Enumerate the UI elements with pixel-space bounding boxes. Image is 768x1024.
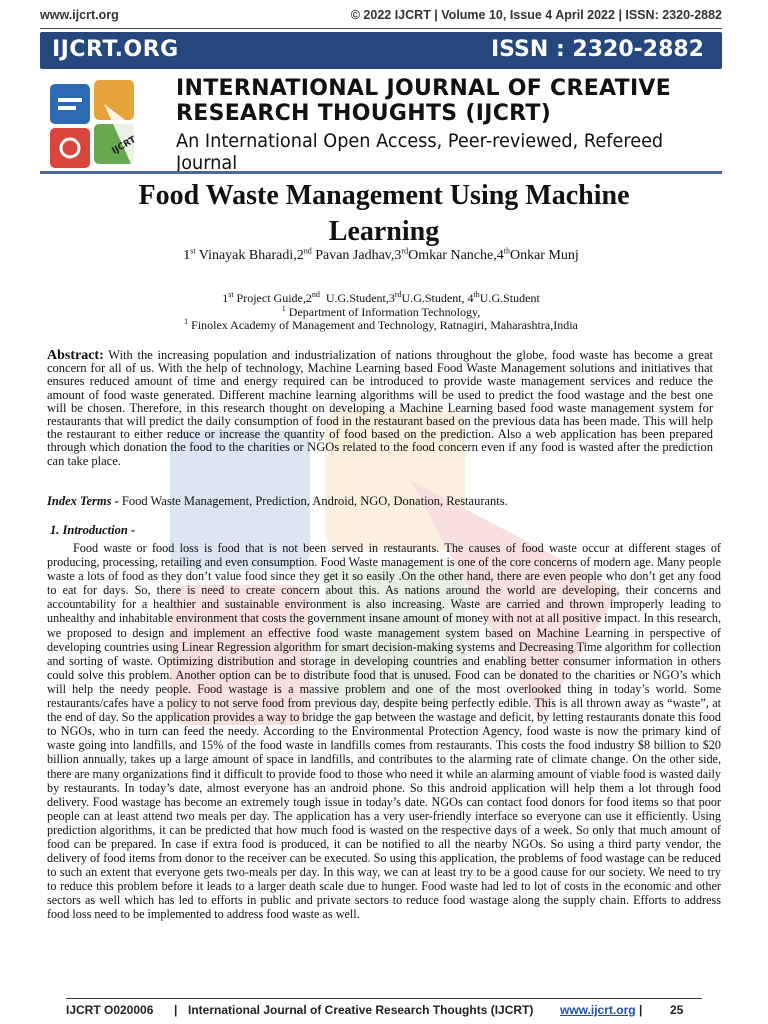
- journal-title-line2: RESEARCH THOUGHTS (IJCRT): [176, 101, 552, 126]
- banner-site-name: IJCRT.ORG: [52, 37, 179, 62]
- author-3: 3rdOmkar Nanche,: [394, 246, 497, 263]
- institution: $^1$ Finolex Academy of Management and Technology, Ratnagiri, Maharashtra,India: [184, 317, 578, 332]
- abstract: [47, 349, 713, 468]
- bars-icon: [58, 98, 82, 102]
- author-4: 4thOnkar Munj: [496, 246, 579, 263]
- index-terms-text: Food Waste Management, Prediction, Android, NGO, Donation, Restaurants.: [118, 494, 508, 508]
- paper-title-line2: Learning: [328, 216, 440, 247]
- journal-banner: [40, 32, 722, 69]
- journal-subtitle: An International Open Access, Peer-reviewed, Refereed Journal: [176, 130, 664, 174]
- intro-paragraph: Food waste or food loss is food that is not been served in restaurants. The causes of food waste occur at different stages of producing, processing, retailing and even consumption. Food Waste management is one of the core concerns of modern age. Many people waste a lots of food as they don’t value food since they get it so easily .On the other hand, there are even people who don’t get any food to eat for days. So, there is need to create concern about this. As nations around the world are developing, their concerns and accountability for a healthier and sustainable environment is also increasing. Waste are carried and thrown improperly leading to unhealthy and inhabitable environment that costs the government insane amount of money with not at all positive impact. In this research, we proposed to design and implement an effective food waste management system based on Machine Learning in perspective of developing countries using Linear Regression algorithm for smart decision-making systems and Decreasing Time algorithm for collection and sorting of waste. Optimizing distribution and storage in developing countries and enabling better consumer information in others could solve this problem. Another option can be to distribute food that is unused. Food can be donated to the charities or NGO’s which will help the needy people. Food wastage is a massive problem and one of the most overlooked thing in today’s world. Some restaurants/cafes have a policy to not serve food from previous day, despite being perfectly edible. This is all thrown away as “waste”, at the end of day. So the application provides a way to bridge the gap between the wastage and deficit, by letting restaurants donate this food to NGOs, who in turn can feed the needy. According to the Environmental Protection Agency, food waste is now the primary kind of waste going into landfills, and 15% of the food waste in landfills comes from restaurants. This costs the food industry $8 billion to $20 billion annually, takes up a large amount of space in landfills, and contributes to the alarming rate of climate change. On the other side, there are many organizations find it difficult to provide food to those who need it while an alarming amount of viable food is wasted daily by restaurants. In today’s date, almost everyone has an android phone. So this android application will help them a lot through food delivery. Food wastage has become an extremely tough issue in today’s date. NGOs can contact food donors for food items so that poor people can at least attend two meals per day. The application has a very user-friendly interface so everyone can use it efficiently. Using prediction algorithms, it can be predicted that how much food is wasted on the respective days of a week. So only that much amount of food can be prepared. In case if extra food is produced, it can be notified to all the nearby NGOs. So using a third party vendor, the delivery of food items from donor to the receiver can be executed. So using this application, the problems of food wastage can be reduced to such an extent that everyone gets two-meals per day. In this way, we can at least try to be a good cause for our society. We need to try to reduce this problem before it leads to a larger death scale due to hunger. Food waste had led to lot of costs in the economic and other sectors as well which has led to efforts in public and private sectors to reduce food wastage along the supply chain. Efforts to address food loss need to be implemented to address food waste as well.: [47, 541, 721, 922]
- footer-separator: |: [639, 1003, 643, 1017]
- abstract-label: Abstract:: [47, 348, 104, 363]
- index-terms-label: Index Terms -: [47, 494, 119, 508]
- intro-heading: 1. Introduction -: [50, 523, 136, 537]
- logo-tile-blue: [50, 84, 90, 124]
- footer-journal-name: International Journal of Creative Research Thoughts (IJCRT): [188, 1003, 534, 1017]
- ijcrt-logo: [44, 74, 172, 174]
- paper-code: IJCRT O020006: [66, 1003, 154, 1017]
- page-number: 25: [670, 1003, 684, 1017]
- author-roles: 1st Project Guide,2nd U.G.Student,3rdU.G.Student, 4thU.G.Student: [222, 290, 540, 305]
- author-1: 1st Vinayak Bharadi,: [183, 246, 297, 263]
- running-header: [40, 8, 722, 26]
- header-rule: [40, 28, 722, 29]
- journal-rule: [40, 171, 722, 174]
- affiliations: [40, 292, 722, 333]
- site-link[interactable]: www.ijcrt.org: [40, 8, 119, 22]
- journal-title: [176, 76, 726, 126]
- footer-url-link[interactable]: www.ijcrt.org: [560, 1003, 636, 1017]
- citation-line: © 2022 IJCRT | Volume 10, Issue 4 April 2022 | ISSN: 2320-2882: [350, 8, 722, 22]
- paper-title: [60, 178, 708, 250]
- author-list: [40, 248, 722, 264]
- paper-title-line1: Food Waste Management Using Machine: [138, 180, 630, 211]
- footer-separator: |: [174, 1003, 178, 1017]
- introduction: [47, 541, 721, 922]
- journal-title-line1: INTERNATIONAL JOURNAL OF CREATIVE: [176, 76, 672, 101]
- logo-text: IJCRT: [110, 134, 138, 157]
- index-terms: [47, 494, 713, 509]
- author-2: 2nd Pavan Jadhav,: [296, 246, 395, 263]
- banner-issn: ISSN : 2320-2882: [490, 37, 704, 62]
- logo-tile-red: [50, 128, 90, 168]
- department: $^1$ Department of Information Technology,: [281, 303, 481, 319]
- abstract-text: With the increasing population and industrialization of nations throughout the globe, food waste has become a great concern for all of us. With the help of technology, Machine Learning based Food Waste Management solutions and initiatives that ensures reduced amount of time and energy required can be introduced to provide waste management services and reduce the amount of food waste generated. Different machine learning algorithms will be used to predict the food wastage and the best one will be chosen. Therefore, in this research thought on developing a Machine Learning based food waste management system for restaurants that will predict the daily consumption of food in the restaurant based on the previous data has been made. This will help the restaurant to either reduce or increase the quantity of food based on the prediction. Also a web application has been prepared through which donation the food to the charities or NGOs related to the food concern even if any food is wasted after the prediction can take place.: [47, 348, 713, 468]
- page-footer: [66, 998, 702, 1019]
